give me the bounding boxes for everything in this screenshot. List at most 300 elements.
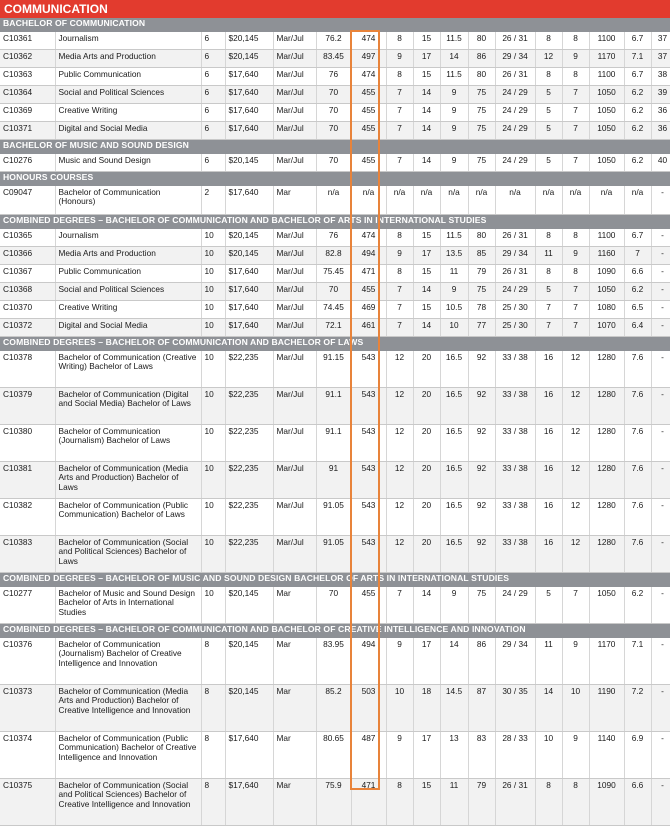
score-cell-3: 10 <box>440 319 468 337</box>
score-cell-9: 7.6 <box>624 388 651 425</box>
fee-cell: $22,235 <box>225 351 273 388</box>
course-name: Journalism <box>55 32 201 50</box>
fee-cell: $17,640 <box>225 86 273 104</box>
atar-cell: 83.95 <box>316 638 351 685</box>
course-name: Creative Writing <box>55 104 201 122</box>
score-cell-9: n/a <box>624 186 651 215</box>
score-cell-4: 92 <box>468 462 495 499</box>
atar-cell: 75.9 <box>316 779 351 826</box>
duration-cell: 8 <box>201 638 225 685</box>
score-cell-1: 8 <box>386 32 413 50</box>
duration-cell: 6 <box>201 122 225 140</box>
score-cell-3: 9 <box>440 122 468 140</box>
duration-cell: 10 <box>201 351 225 388</box>
score-cell-9: 6.2 <box>624 104 651 122</box>
duration-cell: 10 <box>201 301 225 319</box>
score-cell-3: 13 <box>440 732 468 779</box>
table-row <box>0 301 670 319</box>
duration-cell: 10 <box>201 536 225 573</box>
ib-score-cell: 455 <box>351 104 386 122</box>
ratio-cell: 29 / 34 <box>495 50 535 68</box>
score-cell-2: 18 <box>413 685 440 732</box>
course-name: Music and Sound Design <box>55 154 201 172</box>
score-cell-3: 9 <box>440 587 468 624</box>
score-cell-9: 6.7 <box>624 229 651 247</box>
fee-cell: $17,640 <box>225 104 273 122</box>
table-row <box>0 283 670 301</box>
score-cell-3: 10.5 <box>440 301 468 319</box>
score-cell-4: 77 <box>468 319 495 337</box>
atar-cell: 76.2 <box>316 32 351 50</box>
ib-score-cell: 474 <box>351 229 386 247</box>
atar-cell: 72.1 <box>316 319 351 337</box>
score-cell-1: 12 <box>386 388 413 425</box>
score-cell-9: 6.2 <box>624 587 651 624</box>
course-code: C10364 <box>0 86 55 104</box>
ib-score-cell: 455 <box>351 283 386 301</box>
intake-cell: Mar/Jul <box>273 265 316 283</box>
score-cell-9: 7.1 <box>624 638 651 685</box>
course-code: C10276 <box>0 154 55 172</box>
intake-cell: Mar <box>273 685 316 732</box>
ib-score-cell: 487 <box>351 732 386 779</box>
score-cell-6: 7 <box>535 319 562 337</box>
score-cell-6: 11 <box>535 638 562 685</box>
fee-cell: $20,145 <box>225 32 273 50</box>
score-cell-7: 7 <box>562 587 589 624</box>
course-name: Bachelor of Communication (Journalism) Bachelor of Creative Intelligence and Innovation <box>55 638 201 685</box>
table-row <box>0 154 670 172</box>
score-cell-3: 9 <box>440 104 468 122</box>
duration-cell: 10 <box>201 265 225 283</box>
duration-cell: 6 <box>201 32 225 50</box>
duration-cell: 10 <box>201 283 225 301</box>
score-cell-4: 75 <box>468 122 495 140</box>
fee-cell: $22,235 <box>225 462 273 499</box>
section-heading: COMBINED DEGREES – BACHELOR OF COMMUNICATION AND BACHELOR OF ARTS IN INTERNATIONAL STUDIES <box>0 215 670 230</box>
score-cell-4: 87 <box>468 685 495 732</box>
score-cell-4: 75 <box>468 587 495 624</box>
course-name: Media Arts and Production <box>55 50 201 68</box>
atar-cell: 75.45 <box>316 265 351 283</box>
score-cell-7: 10 <box>562 685 589 732</box>
score-cell-1: 9 <box>386 638 413 685</box>
score-cell-7: 12 <box>562 536 589 573</box>
score-cell-9: 6.6 <box>624 779 651 826</box>
score-cell-9: 6.6 <box>624 265 651 283</box>
section-header <box>0 18 670 32</box>
course-code: C10369 <box>0 104 55 122</box>
atar-cell: 80.65 <box>316 732 351 779</box>
score-cell-3: 14.5 <box>440 685 468 732</box>
course-code: C10365 <box>0 229 55 247</box>
score-cell-8: 1160 <box>589 247 624 265</box>
atar-cell: 91.1 <box>316 388 351 425</box>
score-cell-4: 75 <box>468 104 495 122</box>
section-header <box>0 337 670 352</box>
ib-score-cell: 543 <box>351 462 386 499</box>
duration-cell: 6 <box>201 86 225 104</box>
atar-cell: 91.05 <box>316 536 351 573</box>
fee-cell: $20,145 <box>225 50 273 68</box>
ib-score-cell: 503 <box>351 685 386 732</box>
course-name: Bachelor of Communication (Media Arts and Production) Bachelor of Creative Intelligence and Innovation <box>55 685 201 732</box>
course-table-body <box>0 18 670 826</box>
section-header <box>0 573 670 588</box>
score-cell-1: 12 <box>386 351 413 388</box>
score-cell-10: - <box>651 229 670 247</box>
fee-cell: $22,235 <box>225 388 273 425</box>
course-code: C10374 <box>0 732 55 779</box>
course-code: C10372 <box>0 319 55 337</box>
score-cell-2: 15 <box>413 265 440 283</box>
score-cell-9: 7.6 <box>624 536 651 573</box>
table-row <box>0 265 670 283</box>
ib-score-cell: 461 <box>351 319 386 337</box>
course-name: Creative Writing <box>55 301 201 319</box>
course-name: Bachelor of Communication (Media Arts and Production) Bachelor of Laws <box>55 462 201 499</box>
score-cell-7: 7 <box>562 283 589 301</box>
score-cell-6: 8 <box>535 32 562 50</box>
table-row <box>0 587 670 624</box>
fee-cell: $20,145 <box>225 247 273 265</box>
score-cell-1: 9 <box>386 50 413 68</box>
score-cell-8: 1050 <box>589 86 624 104</box>
score-cell-8: 1140 <box>589 732 624 779</box>
score-cell-3: 11.5 <box>440 32 468 50</box>
score-cell-3: 9 <box>440 86 468 104</box>
score-cell-6: 8 <box>535 265 562 283</box>
fee-cell: $22,235 <box>225 499 273 536</box>
course-code: C10382 <box>0 499 55 536</box>
score-cell-8: 1050 <box>589 104 624 122</box>
ib-score-cell: 474 <box>351 68 386 86</box>
score-cell-3: 14 <box>440 50 468 68</box>
score-cell-10: - <box>651 301 670 319</box>
table-row <box>0 499 670 536</box>
fee-cell: $17,640 <box>225 265 273 283</box>
course-name: Bachelor of Communication (Digital and Social Media) Bachelor of Laws <box>55 388 201 425</box>
score-cell-2: 20 <box>413 425 440 462</box>
score-cell-7: 7 <box>562 301 589 319</box>
table-row <box>0 247 670 265</box>
score-cell-9: 6.7 <box>624 32 651 50</box>
score-cell-4: 80 <box>468 229 495 247</box>
course-name: Social and Political Sciences <box>55 86 201 104</box>
ratio-cell: 33 / 38 <box>495 499 535 536</box>
duration-cell: 10 <box>201 587 225 624</box>
score-cell-9: 7.6 <box>624 351 651 388</box>
score-cell-6: 5 <box>535 122 562 140</box>
table-row <box>0 229 670 247</box>
score-cell-4: 85 <box>468 247 495 265</box>
score-cell-9: 6.2 <box>624 283 651 301</box>
score-cell-8: 1280 <box>589 462 624 499</box>
atar-cell: 91.05 <box>316 499 351 536</box>
ratio-cell: 24 / 29 <box>495 587 535 624</box>
score-cell-4: 79 <box>468 265 495 283</box>
ratio-cell: 26 / 31 <box>495 265 535 283</box>
course-code: C09047 <box>0 186 55 215</box>
score-cell-6: 16 <box>535 499 562 536</box>
score-cell-10: - <box>651 265 670 283</box>
score-cell-2: 14 <box>413 154 440 172</box>
course-name: Social and Political Sciences <box>55 283 201 301</box>
intake-cell: Mar <box>273 638 316 685</box>
score-cell-6: 8 <box>535 779 562 826</box>
score-cell-3: 14 <box>440 638 468 685</box>
score-cell-2: 14 <box>413 86 440 104</box>
score-cell-8: 1170 <box>589 50 624 68</box>
ib-score-cell: 543 <box>351 536 386 573</box>
score-cell-6: 5 <box>535 283 562 301</box>
score-cell-9: 6.2 <box>624 154 651 172</box>
course-name: Bachelor of Communication (Social and Political Sciences) Bachelor of Laws <box>55 536 201 573</box>
ib-score-cell: 455 <box>351 154 386 172</box>
intake-cell: Mar/Jul <box>273 351 316 388</box>
score-cell-1: 8 <box>386 779 413 826</box>
section-header <box>0 215 670 230</box>
duration-cell: 8 <box>201 685 225 732</box>
table-row <box>0 319 670 337</box>
score-cell-3: 9 <box>440 283 468 301</box>
score-cell-9: 7 <box>624 247 651 265</box>
score-cell-8: 1280 <box>589 388 624 425</box>
score-cell-8: 1090 <box>589 779 624 826</box>
score-cell-1: 12 <box>386 499 413 536</box>
ratio-cell: 24 / 29 <box>495 86 535 104</box>
intake-cell: Mar/Jul <box>273 68 316 86</box>
ib-score-cell: 471 <box>351 265 386 283</box>
ratio-cell: 33 / 38 <box>495 462 535 499</box>
score-cell-9: 7.1 <box>624 50 651 68</box>
atar-cell: 76 <box>316 68 351 86</box>
score-cell-2: 17 <box>413 638 440 685</box>
score-cell-1: 8 <box>386 229 413 247</box>
ib-score-cell: 455 <box>351 122 386 140</box>
score-cell-10: - <box>651 319 670 337</box>
ratio-cell: 29 / 34 <box>495 638 535 685</box>
fee-cell: $17,640 <box>225 732 273 779</box>
intake-cell: Mar/Jul <box>273 388 316 425</box>
fee-cell: $20,145 <box>225 229 273 247</box>
score-cell-1: 8 <box>386 265 413 283</box>
score-cell-7: 7 <box>562 319 589 337</box>
score-cell-10: - <box>651 462 670 499</box>
fee-cell: $17,640 <box>225 186 273 215</box>
score-cell-10: - <box>651 186 670 215</box>
score-cell-9: 6.7 <box>624 68 651 86</box>
score-cell-10: 40 <box>651 154 670 172</box>
atar-cell: 70 <box>316 86 351 104</box>
course-name: Bachelor of Communication (Journalism) Bachelor of Laws <box>55 425 201 462</box>
fee-cell: $22,235 <box>225 425 273 462</box>
course-code: C10366 <box>0 247 55 265</box>
atar-cell: 74.45 <box>316 301 351 319</box>
score-cell-6: n/a <box>535 186 562 215</box>
course-code: C10375 <box>0 779 55 826</box>
fee-cell: $17,640 <box>225 319 273 337</box>
score-cell-3: 11 <box>440 265 468 283</box>
table-row <box>0 351 670 388</box>
intake-cell: Mar/Jul <box>273 462 316 499</box>
ratio-cell: 24 / 29 <box>495 122 535 140</box>
score-cell-10: - <box>651 732 670 779</box>
score-cell-4: 80 <box>468 68 495 86</box>
score-cell-7: 8 <box>562 32 589 50</box>
intake-cell: Mar/Jul <box>273 283 316 301</box>
score-cell-1: 9 <box>386 247 413 265</box>
section-header <box>0 624 670 639</box>
table-row <box>0 462 670 499</box>
duration-cell: 6 <box>201 50 225 68</box>
score-cell-2: 14 <box>413 587 440 624</box>
ratio-cell: 26 / 31 <box>495 779 535 826</box>
score-cell-7: n/a <box>562 186 589 215</box>
score-cell-3: n/a <box>440 186 468 215</box>
course-code: C10367 <box>0 265 55 283</box>
atar-cell: 91.15 <box>316 351 351 388</box>
intake-cell: Mar/Jul <box>273 50 316 68</box>
score-cell-7: 12 <box>562 462 589 499</box>
ratio-cell: 25 / 30 <box>495 301 535 319</box>
ratio-cell: 24 / 29 <box>495 104 535 122</box>
duration-cell: 10 <box>201 229 225 247</box>
score-cell-7: 8 <box>562 229 589 247</box>
duration-cell: 6 <box>201 68 225 86</box>
fee-cell: $20,145 <box>225 638 273 685</box>
score-cell-10: - <box>651 425 670 462</box>
ratio-cell: 26 / 31 <box>495 32 535 50</box>
table-row <box>0 388 670 425</box>
course-code: C10381 <box>0 462 55 499</box>
table-row <box>0 186 670 215</box>
section-header <box>0 140 670 155</box>
atar-cell: 91 <box>316 462 351 499</box>
score-cell-3: 16.5 <box>440 388 468 425</box>
score-cell-2: 15 <box>413 32 440 50</box>
score-cell-6: 7 <box>535 301 562 319</box>
score-cell-1: 12 <box>386 536 413 573</box>
score-cell-4: 80 <box>468 32 495 50</box>
score-cell-2: 15 <box>413 779 440 826</box>
ratio-cell: 26 / 31 <box>495 68 535 86</box>
score-cell-10: 37 <box>651 32 670 50</box>
ib-score-cell: 543 <box>351 499 386 536</box>
score-cell-8: 1050 <box>589 154 624 172</box>
atar-cell: 70 <box>316 122 351 140</box>
score-cell-7: 7 <box>562 86 589 104</box>
score-cell-10: - <box>651 283 670 301</box>
score-cell-1: 8 <box>386 68 413 86</box>
score-cell-1: n/a <box>386 186 413 215</box>
score-cell-2: 15 <box>413 301 440 319</box>
score-cell-4: 75 <box>468 154 495 172</box>
intake-cell: Mar/Jul <box>273 229 316 247</box>
fee-cell: $22,235 <box>225 536 273 573</box>
intake-cell: Mar/Jul <box>273 104 316 122</box>
score-cell-7: 7 <box>562 122 589 140</box>
score-cell-4: 92 <box>468 425 495 462</box>
atar-cell: 91.1 <box>316 425 351 462</box>
score-cell-7: 9 <box>562 50 589 68</box>
course-code: C10370 <box>0 301 55 319</box>
score-cell-1: 9 <box>386 732 413 779</box>
score-cell-4: 92 <box>468 388 495 425</box>
score-cell-3: 16.5 <box>440 499 468 536</box>
score-cell-8: 1280 <box>589 351 624 388</box>
score-cell-10: - <box>651 388 670 425</box>
score-cell-10: - <box>651 587 670 624</box>
score-cell-8: 1100 <box>589 32 624 50</box>
course-code: C10361 <box>0 32 55 50</box>
course-name: Bachelor of Communication (Creative Writing) Bachelor of Laws <box>55 351 201 388</box>
duration-cell: 8 <box>201 732 225 779</box>
score-cell-10: 38 <box>651 68 670 86</box>
score-cell-10: 39 <box>651 86 670 104</box>
score-cell-7: 12 <box>562 388 589 425</box>
course-name: Public Communication <box>55 265 201 283</box>
ratio-cell: n/a <box>495 186 535 215</box>
score-cell-3: 11 <box>440 779 468 826</box>
score-cell-10: - <box>651 638 670 685</box>
score-cell-6: 16 <box>535 462 562 499</box>
course-name: Digital and Social Media <box>55 319 201 337</box>
ib-score-cell: 497 <box>351 50 386 68</box>
score-cell-4: 83 <box>468 732 495 779</box>
intake-cell: Mar/Jul <box>273 122 316 140</box>
ratio-cell: 30 / 35 <box>495 685 535 732</box>
course-code: C10373 <box>0 685 55 732</box>
score-cell-10: - <box>651 685 670 732</box>
course-code: C10380 <box>0 425 55 462</box>
score-cell-4: 92 <box>468 536 495 573</box>
fee-cell: $20,145 <box>225 154 273 172</box>
ratio-cell: 33 / 38 <box>495 536 535 573</box>
atar-cell: 70 <box>316 104 351 122</box>
course-code: C10383 <box>0 536 55 573</box>
table-row <box>0 638 670 685</box>
ib-score-cell: 543 <box>351 388 386 425</box>
intake-cell: Mar <box>273 587 316 624</box>
ratio-cell: 33 / 38 <box>495 388 535 425</box>
score-cell-7: 9 <box>562 247 589 265</box>
atar-cell: 70 <box>316 154 351 172</box>
score-cell-8: 1190 <box>589 685 624 732</box>
ratio-cell: 29 / 34 <box>495 247 535 265</box>
ib-score-cell: 455 <box>351 587 386 624</box>
score-cell-9: 7.6 <box>624 425 651 462</box>
score-cell-4: 86 <box>468 50 495 68</box>
duration-cell: 10 <box>201 425 225 462</box>
score-cell-3: 13.5 <box>440 247 468 265</box>
score-cell-4: 92 <box>468 499 495 536</box>
score-cell-2: 14 <box>413 283 440 301</box>
section-heading: COMBINED DEGREES – BACHELOR OF COMMUNICATION AND BACHELOR OF CREATIVE INTELLIGENCE AND INNOVATION <box>0 624 670 639</box>
score-cell-3: 16.5 <box>440 425 468 462</box>
section-heading: BACHELOR OF MUSIC AND SOUND DESIGN <box>0 140 670 155</box>
section-heading: HONOURS COURSES <box>0 172 670 187</box>
ratio-cell: 24 / 29 <box>495 154 535 172</box>
score-cell-2: 15 <box>413 229 440 247</box>
score-cell-3: 16.5 <box>440 462 468 499</box>
duration-cell: 10 <box>201 247 225 265</box>
score-cell-6: 5 <box>535 154 562 172</box>
section-header <box>0 172 670 187</box>
score-cell-6: 8 <box>535 68 562 86</box>
score-cell-2: 14 <box>413 104 440 122</box>
atar-cell: 76 <box>316 229 351 247</box>
